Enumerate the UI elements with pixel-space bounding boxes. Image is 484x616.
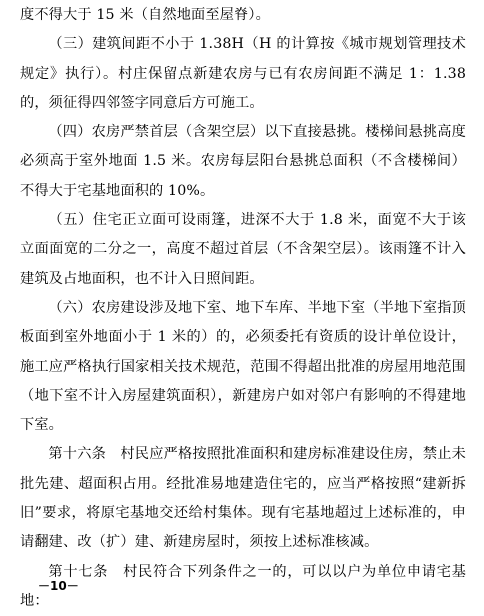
paragraph-continuation: 度不得大于 15 米（自然地面至屋脊）。 — [20, 7, 270, 23]
paragraph-article-17: 第十七条 村民符合下列条件之一的，可以以户为单位申请宅基地： — [20, 563, 466, 609]
paragraph-article-16: 第十六条 村民应严格按照批准面积和建房标准建设住房，禁止未批先建、超面积占用。经批准易地建造住宅的，应当严格按照“建新拆旧”要求，将原宅基地交还给村集体。现有宅基地超过上述标准的，申请翻建、改（扩）建、新建房屋时，须按上述标准核减。 — [20, 446, 466, 551]
paragraph-cantilever: （四）农房严禁首层（含架空层）以下直接悬挑。楼梯间悬挑高度必须高于室外地面 1.5 米。农房每层阳台悬挑总面积（不含楼梯间）不得大于宅基地面积的 10%。 — [20, 124, 466, 199]
body-text — [20, 1, 466, 616]
paragraph-basement: （六）农房建设涉及地下室、地下车库、半地下室（半地下室指顶板面到室外地面小于 1 米的）的，必须委托有资质的设计单位设计，施工应严格执行国家相关技术规范，范围不得超出批准的房屋用地范围（地下室不计入房屋建筑面积），新建房户如对邻户有影响的不得建地下室。 — [20, 299, 466, 434]
page-number: －10－ — [38, 579, 79, 593]
paragraph-canopy: （五）住宅正立面可设雨篷，进深不大于 1.8 米，面宽不大于该立面面宽的二分之一，高度不超过首层（不含架空层）。该雨篷不计入建筑及占地面积，也不计入日照间距。 — [20, 212, 466, 287]
paragraph-building-spacing: （三）建筑间距不小于 1.38H（H 的计算按《城市规划管理技术规定》执行）。村庄保留点新建农房与已有农房间距不满足 1：1.38 的，须征得四邻签字同意后方可施工。 — [20, 36, 466, 111]
